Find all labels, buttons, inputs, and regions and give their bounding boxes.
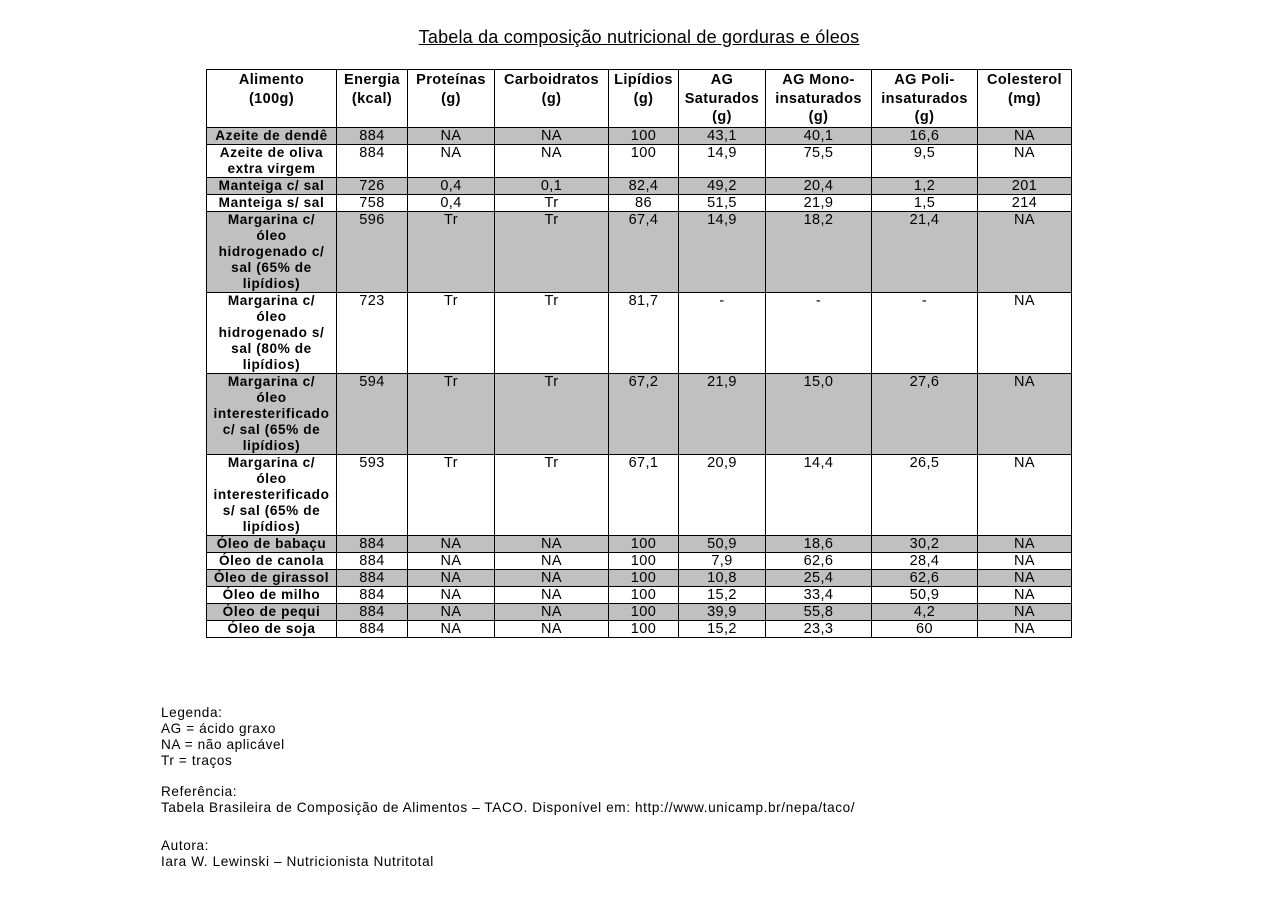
value-cell-ag-poli: 50,9 bbox=[872, 587, 978, 604]
value-cell-proteinas: NA bbox=[408, 570, 495, 587]
value-cell-ag-mono: 25,4 bbox=[766, 570, 872, 587]
value-cell-carboidratos: Tr bbox=[495, 212, 609, 293]
value-cell-colesterol: NA bbox=[978, 128, 1072, 145]
value-cell-carboidratos: NA bbox=[495, 604, 609, 621]
header-alimento bbox=[207, 70, 337, 128]
value-cell-proteinas: NA bbox=[408, 536, 495, 553]
header-line: Energia bbox=[344, 72, 400, 88]
food-name-line: sal (80% de bbox=[231, 341, 312, 356]
value-cell-carboidratos: NA bbox=[495, 553, 609, 570]
table-row bbox=[207, 570, 1072, 587]
table-row bbox=[207, 553, 1072, 570]
value-cell-proteinas: NA bbox=[408, 553, 495, 570]
food-name-line: s/ sal (65% de bbox=[222, 503, 321, 518]
value-cell-lipidios: 100 bbox=[609, 570, 679, 587]
header-lipidios bbox=[609, 70, 679, 128]
food-name-line: lipídios) bbox=[242, 357, 301, 372]
value-cell-ag-poli: 4,2 bbox=[872, 604, 978, 621]
value-cell-energia: 596 bbox=[337, 212, 408, 293]
food-name-line: lipídios) bbox=[242, 519, 301, 534]
food-name-cell bbox=[207, 536, 337, 553]
food-name-line: óleo bbox=[256, 309, 287, 324]
food-name-cell bbox=[207, 587, 337, 604]
value-cell-ag-mono: 33,4 bbox=[766, 587, 872, 604]
value-cell-carboidratos: NA bbox=[495, 536, 609, 553]
header-line: AG Poli- bbox=[894, 72, 955, 88]
value-cell-colesterol: NA bbox=[978, 621, 1072, 638]
food-name-cell bbox=[207, 553, 337, 570]
food-name-cell bbox=[207, 604, 337, 621]
table-row bbox=[207, 293, 1072, 374]
value-cell-carboidratos: NA bbox=[495, 128, 609, 145]
value-cell-colesterol: NA bbox=[978, 374, 1072, 455]
value-cell-energia: 723 bbox=[337, 293, 408, 374]
reference-heading: Referência: bbox=[161, 784, 238, 799]
value-cell-carboidratos: Tr bbox=[495, 374, 609, 455]
value-cell-ag-saturados: - bbox=[679, 293, 766, 374]
value-cell-colesterol: NA bbox=[978, 570, 1072, 587]
value-cell-ag-mono: 14,4 bbox=[766, 455, 872, 536]
header-line: Lipídios bbox=[614, 72, 673, 88]
value-cell-ag-mono: 75,5 bbox=[766, 145, 872, 178]
value-cell-carboidratos: Tr bbox=[495, 293, 609, 374]
document-title: Tabela da composição nutricional de gorduras e óleos bbox=[418, 27, 860, 47]
nutrition-table bbox=[206, 69, 1072, 638]
header-line: Alimento bbox=[238, 72, 305, 88]
value-cell-ag-mono: 21,9 bbox=[766, 195, 872, 212]
value-cell-colesterol: NA bbox=[978, 553, 1072, 570]
value-cell-energia: 884 bbox=[337, 587, 408, 604]
food-name-line: Margarina c/ bbox=[227, 455, 316, 470]
header-line: AG Mono- bbox=[782, 72, 855, 88]
food-name-line: Óleo de canola bbox=[218, 553, 325, 568]
value-cell-ag-saturados: 39,9 bbox=[679, 604, 766, 621]
value-cell-carboidratos: NA bbox=[495, 145, 609, 178]
food-name-line: Manteiga c/ sal bbox=[218, 178, 325, 193]
value-cell-ag-mono: 62,6 bbox=[766, 553, 872, 570]
value-cell-proteinas: 0,4 bbox=[408, 178, 495, 195]
header-line: Carboidratos bbox=[503, 72, 600, 88]
header-line: (mg) bbox=[1007, 90, 1041, 107]
legend-item-ag: AG = ácido graxo bbox=[161, 721, 277, 736]
value-cell-ag-saturados: 10,8 bbox=[679, 570, 766, 587]
header-line: (g) bbox=[808, 109, 829, 125]
food-name-line: Óleo de milho bbox=[222, 587, 321, 602]
food-name-line: Óleo de babaçu bbox=[216, 536, 327, 551]
food-name-line: lipídios) bbox=[242, 438, 301, 453]
header-line: insaturados bbox=[775, 90, 862, 107]
food-name-line: Óleo de pequi bbox=[222, 604, 321, 619]
header-line: Saturados bbox=[684, 90, 760, 107]
value-cell-carboidratos: NA bbox=[495, 587, 609, 604]
value-cell-proteinas: NA bbox=[408, 128, 495, 145]
value-cell-colesterol: 201 bbox=[978, 178, 1072, 195]
value-cell-ag-mono: 18,6 bbox=[766, 536, 872, 553]
header-line: Proteínas bbox=[416, 72, 486, 88]
value-cell-ag-poli: 28,4 bbox=[872, 553, 978, 570]
value-cell-proteinas: Tr bbox=[408, 293, 495, 374]
value-cell-ag-saturados: 20,9 bbox=[679, 455, 766, 536]
header-line: (g) bbox=[914, 109, 935, 125]
header-energia bbox=[337, 70, 408, 128]
value-cell-ag-mono: - bbox=[766, 293, 872, 374]
food-name-line: interesterificado bbox=[213, 487, 330, 502]
value-cell-ag-mono: 40,1 bbox=[766, 128, 872, 145]
food-name-cell bbox=[207, 293, 337, 374]
value-cell-proteinas: Tr bbox=[408, 212, 495, 293]
header-line: (kcal) bbox=[351, 90, 393, 107]
header-carboidratos bbox=[495, 70, 609, 128]
food-name-line: Óleo de soja bbox=[227, 621, 316, 636]
value-cell-colesterol: NA bbox=[978, 587, 1072, 604]
food-name-line: óleo bbox=[256, 390, 287, 405]
value-cell-ag-saturados: 14,9 bbox=[679, 212, 766, 293]
food-name-line: Margarina c/ bbox=[227, 374, 316, 389]
value-cell-ag-poli: 16,6 bbox=[872, 128, 978, 145]
value-cell-lipidios: 67,4 bbox=[609, 212, 679, 293]
food-name-line: Margarina c/ bbox=[227, 293, 316, 308]
value-cell-proteinas: NA bbox=[408, 587, 495, 604]
value-cell-colesterol: NA bbox=[978, 604, 1072, 621]
value-cell-ag-mono: 20,4 bbox=[766, 178, 872, 195]
food-name-line: c/ sal (65% de bbox=[222, 422, 321, 437]
value-cell-carboidratos: 0,1 bbox=[495, 178, 609, 195]
value-cell-colesterol: 214 bbox=[978, 195, 1072, 212]
food-name-line: Óleo de girassol bbox=[213, 570, 330, 585]
food-name-line: Margarina c/ bbox=[227, 212, 316, 227]
value-cell-lipidios: 67,1 bbox=[609, 455, 679, 536]
legend bbox=[161, 705, 285, 769]
food-name-line: sal (65% de bbox=[231, 260, 312, 275]
food-name-line: Manteiga s/ sal bbox=[218, 195, 325, 210]
food-name-line: interesterificado bbox=[213, 406, 330, 421]
value-cell-carboidratos: NA bbox=[495, 621, 609, 638]
food-name-line: extra virgem bbox=[227, 161, 316, 176]
value-cell-ag-saturados: 21,9 bbox=[679, 374, 766, 455]
header-line: (g) bbox=[633, 90, 654, 107]
table-row bbox=[207, 212, 1072, 293]
value-cell-ag-saturados: 7,9 bbox=[679, 553, 766, 570]
table-row bbox=[207, 145, 1072, 178]
value-cell-colesterol: NA bbox=[978, 455, 1072, 536]
reference bbox=[161, 784, 855, 816]
value-cell-ag-mono: 18,2 bbox=[766, 212, 872, 293]
value-cell-ag-poli: 21,4 bbox=[872, 212, 978, 293]
value-cell-lipidios: 100 bbox=[609, 536, 679, 553]
value-cell-lipidios: 100 bbox=[609, 587, 679, 604]
food-name-line: Azeite de dendê bbox=[215, 128, 328, 143]
value-cell-ag-saturados: 43,1 bbox=[679, 128, 766, 145]
value-cell-energia: 594 bbox=[337, 374, 408, 455]
value-cell-energia: 593 bbox=[337, 455, 408, 536]
table-row bbox=[207, 195, 1072, 212]
value-cell-ag-saturados: 51,5 bbox=[679, 195, 766, 212]
value-cell-ag-poli: 1,5 bbox=[872, 195, 978, 212]
value-cell-lipidios: 82,4 bbox=[609, 178, 679, 195]
value-cell-energia: 884 bbox=[337, 604, 408, 621]
food-name-cell bbox=[207, 145, 337, 178]
value-cell-ag-saturados: 15,2 bbox=[679, 587, 766, 604]
value-cell-proteinas: 0,4 bbox=[408, 195, 495, 212]
food-name-cell bbox=[207, 455, 337, 536]
legend-heading: Legenda: bbox=[161, 705, 223, 720]
author-heading: Autora: bbox=[161, 838, 210, 853]
value-cell-energia: 758 bbox=[337, 195, 408, 212]
value-cell-ag-saturados: 15,2 bbox=[679, 621, 766, 638]
value-cell-lipidios: 67,2 bbox=[609, 374, 679, 455]
value-cell-lipidios: 100 bbox=[609, 128, 679, 145]
value-cell-ag-poli: 1,2 bbox=[872, 178, 978, 195]
value-cell-ag-poli: 27,6 bbox=[872, 374, 978, 455]
value-cell-proteinas: Tr bbox=[408, 374, 495, 455]
food-name-cell bbox=[207, 212, 337, 293]
header-ag-saturados bbox=[679, 70, 766, 128]
value-cell-energia: 726 bbox=[337, 178, 408, 195]
header-line: AG bbox=[710, 72, 734, 88]
header-line: (g) bbox=[441, 90, 461, 107]
author bbox=[161, 838, 434, 870]
value-cell-ag-saturados: 14,9 bbox=[679, 145, 766, 178]
table-row bbox=[207, 128, 1072, 145]
value-cell-colesterol: NA bbox=[978, 145, 1072, 178]
value-cell-ag-poli: 60 bbox=[872, 621, 978, 638]
value-cell-lipidios: 100 bbox=[609, 604, 679, 621]
value-cell-colesterol: NA bbox=[978, 293, 1072, 374]
food-name-cell bbox=[207, 621, 337, 638]
legend-item-na: NA = não aplicável bbox=[161, 737, 285, 752]
header-ag-mono bbox=[766, 70, 872, 128]
food-name-cell bbox=[207, 178, 337, 195]
value-cell-ag-mono: 23,3 bbox=[766, 621, 872, 638]
food-name-cell bbox=[207, 374, 337, 455]
value-cell-colesterol: NA bbox=[978, 212, 1072, 293]
value-cell-energia: 884 bbox=[337, 145, 408, 178]
food-name-cell bbox=[207, 195, 337, 212]
food-name-cell bbox=[207, 570, 337, 587]
table-row bbox=[207, 621, 1072, 638]
value-cell-carboidratos: Tr bbox=[495, 195, 609, 212]
table-body bbox=[207, 128, 1072, 638]
header-line: Colesterol bbox=[987, 72, 1062, 88]
legend-item-tr: Tr = traços bbox=[161, 753, 233, 768]
value-cell-ag-saturados: 49,2 bbox=[679, 178, 766, 195]
value-cell-colesterol: NA bbox=[978, 536, 1072, 553]
table-row bbox=[207, 604, 1072, 621]
header-line: (100g) bbox=[248, 90, 295, 107]
header-line: (g) bbox=[712, 109, 732, 125]
value-cell-ag-saturados: 50,9 bbox=[679, 536, 766, 553]
value-cell-energia: 884 bbox=[337, 128, 408, 145]
food-name-line: hidrogenado c/ bbox=[218, 244, 325, 259]
header-line: (g) bbox=[541, 90, 562, 107]
food-name-line: Azeite de oliva bbox=[219, 145, 324, 160]
value-cell-lipidios: 100 bbox=[609, 621, 679, 638]
value-cell-energia: 884 bbox=[337, 553, 408, 570]
table-row bbox=[207, 536, 1072, 553]
value-cell-ag-poli: 30,2 bbox=[872, 536, 978, 553]
food-name-line: óleo bbox=[256, 471, 287, 486]
value-cell-proteinas: NA bbox=[408, 145, 495, 178]
value-cell-energia: 884 bbox=[337, 536, 408, 553]
reference-text: Tabela Brasileira de Composição de Alimentos – TACO. Disponível em: http://www.unicamp.br/nepa/taco/ bbox=[161, 800, 856, 815]
food-name-cell bbox=[207, 128, 337, 145]
value-cell-energia: 884 bbox=[337, 570, 408, 587]
food-name-line: óleo bbox=[256, 228, 287, 243]
table-row bbox=[207, 587, 1072, 604]
value-cell-ag-poli: 9,5 bbox=[872, 145, 978, 178]
value-cell-carboidratos: NA bbox=[495, 570, 609, 587]
value-cell-ag-poli: - bbox=[872, 293, 978, 374]
value-cell-lipidios: 81,7 bbox=[609, 293, 679, 374]
value-cell-ag-mono: 55,8 bbox=[766, 604, 872, 621]
value-cell-lipidios: 100 bbox=[609, 553, 679, 570]
header-proteinas bbox=[408, 70, 495, 128]
header-line: insaturados bbox=[881, 90, 968, 107]
value-cell-lipidios: 100 bbox=[609, 145, 679, 178]
table-row bbox=[207, 374, 1072, 455]
table-header-row bbox=[207, 70, 1072, 128]
table-row bbox=[207, 178, 1072, 195]
value-cell-proteinas: NA bbox=[408, 621, 495, 638]
food-name-line: lipídios) bbox=[242, 276, 301, 291]
value-cell-ag-poli: 62,6 bbox=[872, 570, 978, 587]
value-cell-energia: 884 bbox=[337, 621, 408, 638]
table-row bbox=[207, 455, 1072, 536]
value-cell-proteinas: Tr bbox=[408, 455, 495, 536]
value-cell-proteinas: NA bbox=[408, 604, 495, 621]
value-cell-ag-poli: 26,5 bbox=[872, 455, 978, 536]
header-colesterol bbox=[978, 70, 1072, 128]
food-name-line: hidrogenado s/ bbox=[218, 325, 325, 340]
header-ag-poli bbox=[872, 70, 978, 128]
value-cell-ag-mono: 15,0 bbox=[766, 374, 872, 455]
author-text: Iara W. Lewinski – Nutricionista Nutritotal bbox=[161, 854, 434, 869]
value-cell-carboidratos: Tr bbox=[495, 455, 609, 536]
value-cell-lipidios: 86 bbox=[609, 195, 679, 212]
